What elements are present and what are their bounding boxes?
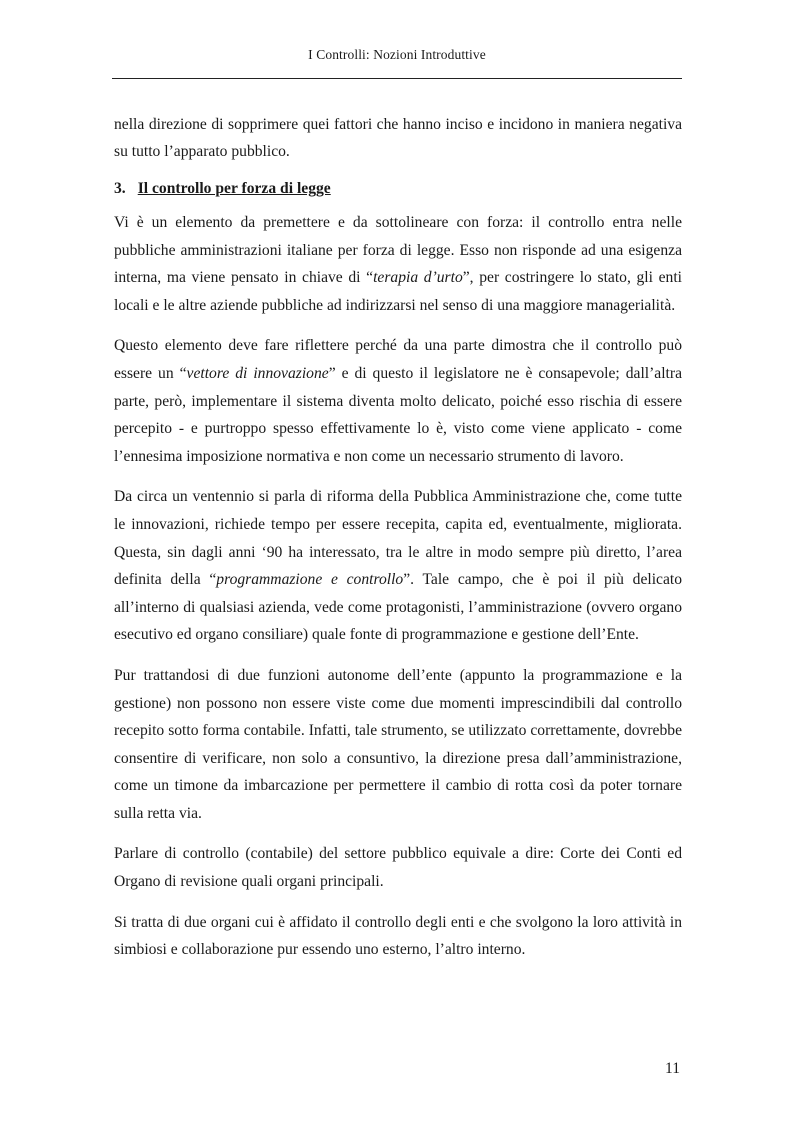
emphasis-text: terapia d’urto (373, 269, 463, 287)
section-number: 3. (114, 180, 126, 197)
page-body (114, 111, 682, 977)
running-header: I Controlli: Nozioni Introduttive (308, 47, 486, 62)
paragraph-text: Vi è un elemento da premettere e da sottolineare con forza: il controllo entra nelle pubbliche amministrazioni italiane per forza di legge. Esso non risponde ad una esigenza interna, ma viene pensato in chiave di “ (114, 214, 682, 287)
page-number: 11 (664, 1060, 680, 1077)
paragraph-text: ” e di questo il legislatore ne è consapevole; dall’altra parte, però, implementare il sistema diventa molto delicato, poiché esso rischia di essere percepito - e purtroppo spesso effettivamente lo è, visto come viene applicato - come l’ennesima imposizione normativa e non come un necessario strumento di lavoro. (114, 364, 683, 465)
emphasis-text: programmazione e controllo (216, 571, 404, 589)
paragraph: Parlare di controllo (contabile) del settore pubblico equivale a dire: Corte dei Conti ed Organo di revisione quali organi principali. (114, 845, 682, 891)
header-rule (112, 78, 682, 79)
emphasis-text: vettore di innovazione (186, 364, 329, 382)
paragraph (114, 209, 682, 319)
paragraph-text: ”, per costringere lo stato, gli enti locali e le altre aziende pubbliche ad indirizzarsi nel senso di una maggiore managerialità. (114, 269, 682, 314)
paragraph-continuation: nella direzione di sopprimere quei fattori che hanno inciso e incidono in maniera negativa su tutto l’apparato pubblico. (114, 116, 682, 160)
paragraph-text: ”. Tale campo, che è poi il più delicato all’interno di qualsiasi azienda, vede come protagonisti, l’amministrazione (ovvero organo esecutivo ed organo consiliare) quale fonte di programmazione e gestione dell’Ente. (114, 571, 683, 644)
paragraph: Pur trattandosi di due funzioni autonome dell’ente (appunto la programmazione e la gestione) non possono non essere viste come due momenti imprescindibili dal controllo recepito sotto forma contabile. Infatti, tale strumento, se utilizzato correttamente, dovrebbe consentire di verificare, non solo a consuntivo, la direzione presa dall’amministrazione, come un timone da imbarcazione per permettere il cambio di rotta così da poter tornare sulla retta via. (114, 666, 682, 822)
paragraph (114, 332, 682, 470)
paragraph-text: Da circa un ventennio si parla di riforma della Pubblica Amministrazione che, come tutte le innovazioni, richiede tempo per essere recepita, capita ed, eventualmente, migliorata. Questa, sin dagli anni ‘90 ha interessato, tra le altre in modo sempre più diretto, l’area definita della “ (114, 488, 682, 589)
section-heading (114, 176, 682, 202)
paragraph-text: Questo elemento deve fare riflettere perché da una parte dimostra che il controllo può essere un “ (114, 337, 682, 382)
paragraph (114, 483, 682, 649)
paragraph: Si tratta di due organi cui è affidato il controllo degli enti e che svolgono la loro attività in simbiosi e collaborazione pur essendo uno esterno, l’altro interno. (114, 913, 682, 959)
section-title: Il controllo per forza di legge (137, 180, 331, 197)
